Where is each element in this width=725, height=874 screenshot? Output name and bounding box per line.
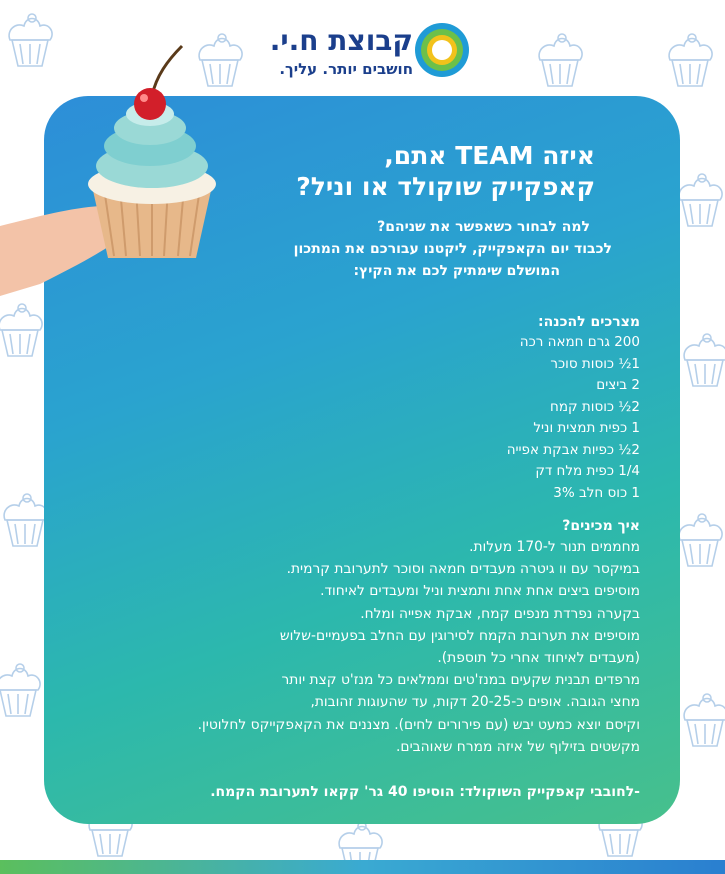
ingredients-list [110,332,640,504]
step-line: מחצי הגובה. אופים כ-20-25 דקות, עד שהעוגות זהובות, [310,694,640,711]
page-title [110,140,630,202]
step-line: מוסיפים את תערובת הקמח לסירוגין עם החלב בפעמיים-שלוש [279,627,640,644]
bottom-gradient-strip [0,860,725,874]
steps-title: איך מכינים? [562,518,640,534]
ingredient-item: 200 גרם חמאה רכה [519,334,640,350]
intro-line: לכבוד יום הקאפקייק, ליקטנו עבורכם את המתכון [293,241,612,257]
step-line: (מעבדים לאיחוד אחרי כל תוספת). [437,650,640,667]
step-line: בקערה נפרדת מנפים קמח, אבקת אפייה ומלח. [360,605,640,622]
ingredient-item: 1 כוס חלב 3% [553,484,640,501]
step-line: במיקסר עם וו גיטרה מעבדים חמאה וסוכר לתערובת קרמית. [286,561,640,578]
step-line: מקשטים בזילוף של איזה ממרח שאוהבים. [396,738,640,755]
brand-name: קבוצת ח.י. [269,24,413,57]
intro-text [110,216,630,282]
chocolate-variation-note: -לחובבי קאפקייק השוקולד: הוסיפו 40 גר' קקאו לתערובת הקמח. [210,784,640,801]
recipe-content [110,140,640,802]
ingredient-item: 2 ביצים [596,377,640,393]
step-line: מוסיפים ביצים אחת אחת ותמצית וניל ומעבדים לאיחוד. [320,583,640,600]
logo-icon [414,22,470,78]
intro-line: למה לבחור כשאפשר את שניהם? [377,219,590,235]
ingredient-item: 1 כפית תמצית וניל [533,420,640,436]
ingredient-item: 2½ כוסות קמח [550,398,640,415]
brand-tagline: חושבים יותר. עליך. [279,60,413,78]
title-line-2: קאפקייק שוקולד או וניל? [296,172,595,201]
ingredient-item: 1/4 כפית מלח דק [535,463,640,479]
step-line: מחממים תנור ל-170 מעלות. [469,539,640,555]
steps-list [110,536,640,758]
step-line: וקיסם יוצא כמעט יבש (עם פירורים לחים). מצננים את הקאפקייקס לחלוטין. [197,716,640,733]
intro-line: המושלם שימתיק לכם את הקיץ: [353,263,560,279]
ingredient-item: 1½ כוסות סוכר [550,355,640,372]
ingredient-item: 2½ כפיות אבקת אפייה [506,441,640,458]
step-line: מרפדים תבנית שקעים במנז'טים וממלאים כל מנז'ט קצת יותר [281,672,640,689]
title-line-1: איזה TEAM אתם, [384,141,595,170]
ingredients-title: מצרכים להכנה: [538,314,640,330]
